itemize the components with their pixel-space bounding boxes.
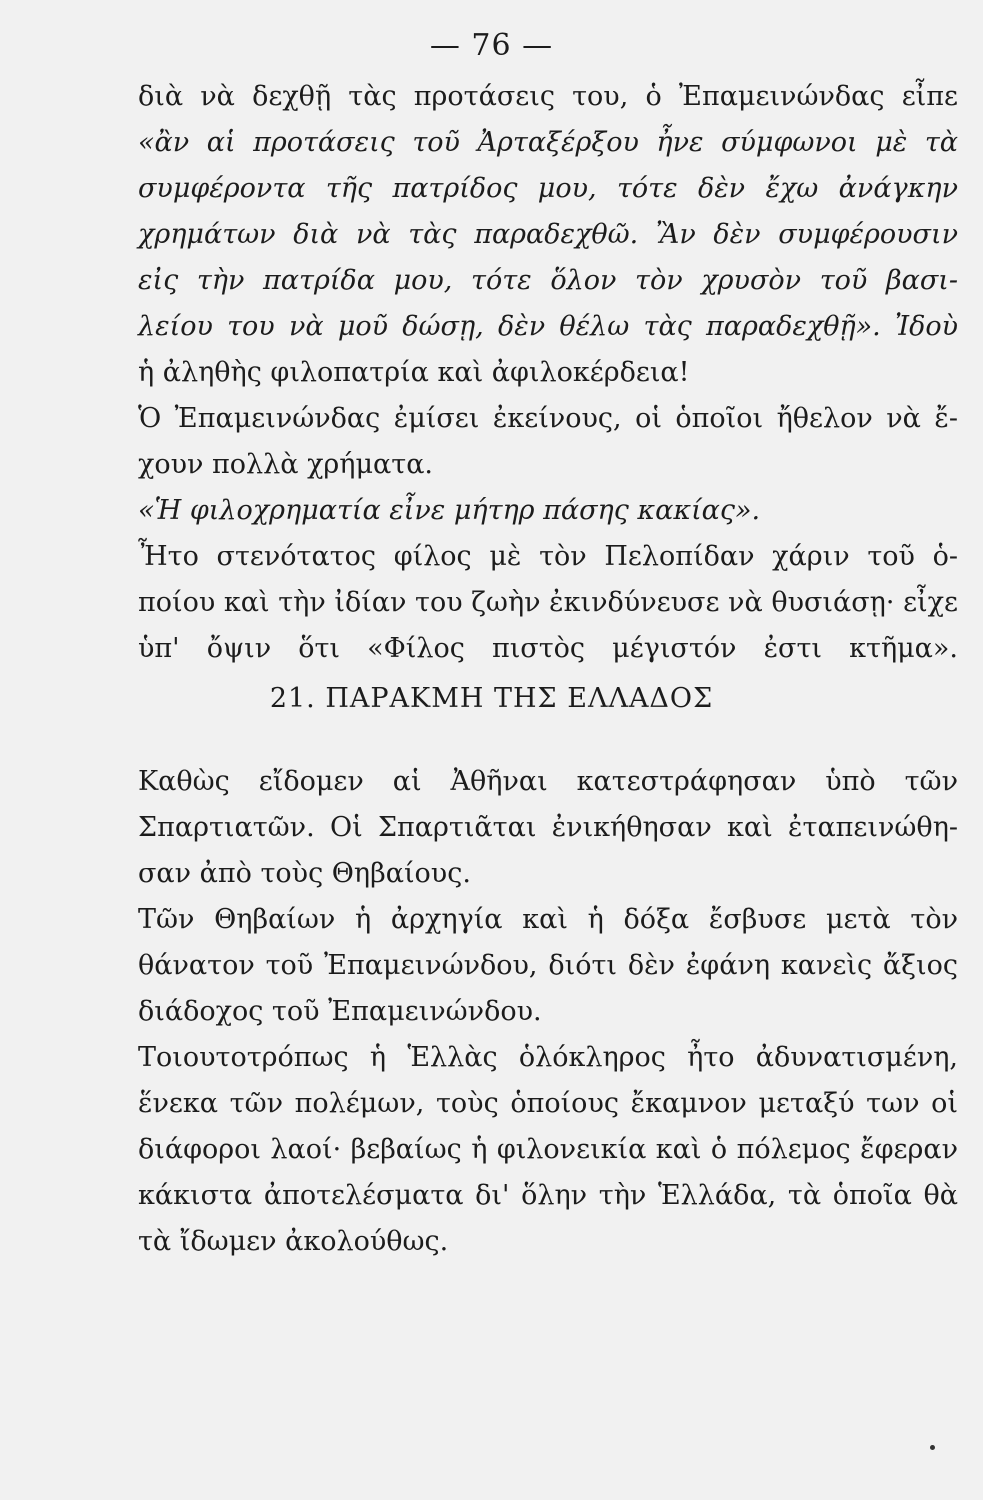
text-line: διάφοροι λαοί· βεβαίως ἡ φιλονεικία καὶ ὁ πόλεμος ἔφεραν: [138, 1134, 958, 1165]
text-line: «ἂν αἱ προτάσεις τοῦ Ἀρταξέρξου ἦνε σύμφωνοι μὲ τὰ: [138, 127, 958, 158]
text-line: «Ἡ φιλοχρηματία εἶνε μήτηρ πάσης κακίας».: [138, 495, 761, 526]
text-line: χουν πολλὰ χρήματα.: [138, 449, 434, 480]
text-line: τὰ ἴδωμεν ἀκολούθως.: [138, 1226, 449, 1257]
text-line: ἕνεκα τῶν πολέμων, τοὺς ὁποίους ἔκαμνον μεταξύ των οἱ: [138, 1088, 958, 1119]
text-line: Καθὼς εἴδομεν αἱ Ἀθῆναι κατεστράφησαν ὑπὸ τῶν: [138, 766, 958, 797]
text-line: Σπαρτιατῶν. Οἱ Σπαρτιᾶται ἐνικήθησαν καὶ ἐταπεινώθη-: [138, 812, 958, 843]
text-block-top: [138, 74, 958, 672]
text-line: σαν ἀπὸ τοὺς Θηβαίους.: [138, 858, 471, 889]
text-line: κάκιστα ἀποτελέσματα δι' ὅλην τὴν Ἑλλάδα, τὰ ὁποῖα θὰ: [138, 1180, 958, 1211]
text-line: διάδοχος τοῦ Ἐπαμεινώνδου.: [138, 996, 542, 1027]
text-line: Ἦτο στενότατος φίλος μὲ τὸν Πελοπίδαν χάριν τοῦ ὁ-: [138, 541, 958, 572]
text-line: θάνατον τοῦ Ἐπαμεινώνδου, διότι δὲν ἐφάνη κανεὶς ἄξιος: [138, 950, 958, 981]
text-line: Τοιουτοτρόπως ἡ Ἑλλὰς ὁλόκληρος ἦτο ἀδυνατισμένη,: [138, 1042, 958, 1073]
text-line: ὑπ' ὄψιν ὅτι «Φίλος πιστὸς μέγιστόν ἐστι κτῆμα».: [138, 633, 958, 664]
text-line: Ὁ Ἐπαμεινώνδας ἐμίσει ἐκείνους, οἱ ὁποῖοι ἤθελον νὰ ἔ-: [138, 403, 958, 434]
text-line: διὰ νὰ δεχθῇ τὰς προτάσεις του, ὁ Ἐπαμεινώνδας εἶπε: [138, 81, 958, 112]
text-block-bottom: [138, 759, 958, 1265]
text-line: ἡ ἀληθὴς φιλοπατρία καὶ ἀφιλοκέρδεια!: [138, 357, 690, 388]
text-line: συμφέροντα τῆς πατρίδος μου, τότε δὲν ἔχω ἀνάγκην: [138, 173, 958, 204]
section-heading: 21. ΠΑΡΑΚΜΗ ΤΗΣ ΕΛΛΑΔΟΣ: [269, 683, 714, 714]
text-line: Τῶν Θηβαίων ἡ ἀρχηγία καὶ ἡ δόξα ἔσβυσε μετὰ τὸν: [138, 904, 958, 935]
page-number: — 76 —: [429, 28, 554, 63]
text-line: εἰς τὴν πατρίδα μου, τότε ὅλον τὸν χρυσὸν τοῦ βασι-: [138, 265, 958, 296]
text-line: ποίου καὶ τὴν ἰδίαν του ζωὴν ἐκινδύνευσε νὰ θυσιάσῃ· εἶχε: [138, 587, 958, 618]
print-speck: [930, 1445, 935, 1450]
text-line: λείου του νὰ μοῦ δώσῃ, δὲν θέλω τὰς παραδεχθῇ». Ἰδοὺ: [138, 311, 958, 342]
text-line: χρημάτων διὰ νὰ τὰς παραδεχθῶ. Ἂν δὲν συμφέρουσιν: [138, 219, 958, 250]
